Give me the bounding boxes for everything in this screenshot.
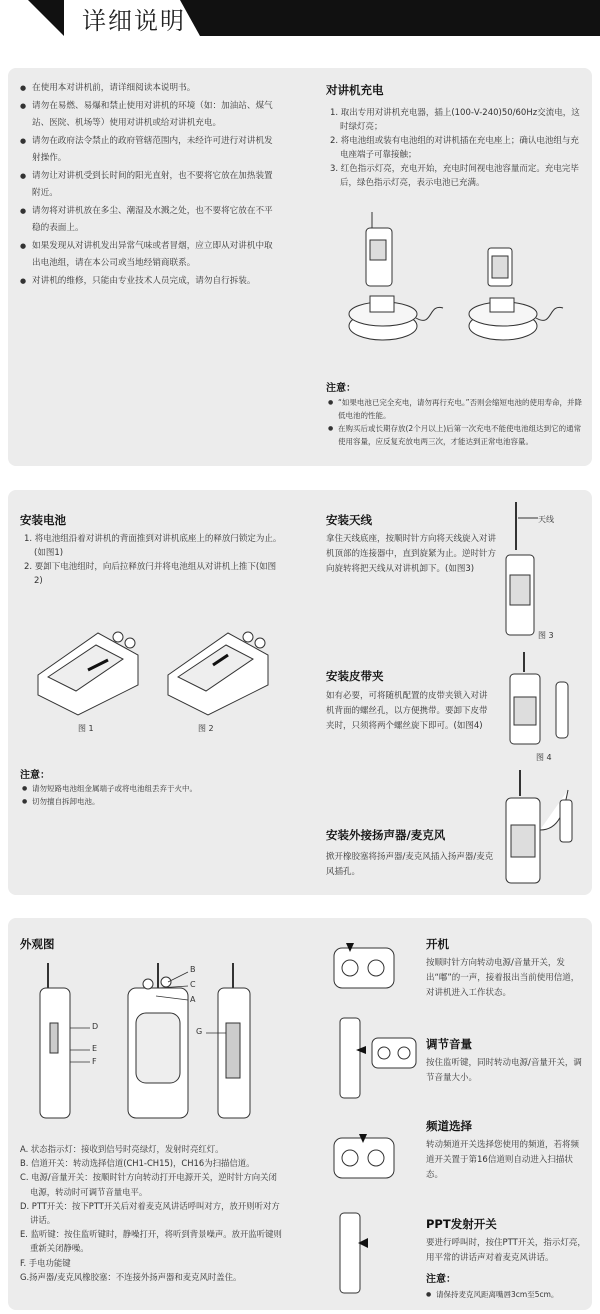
header-decoration <box>28 0 64 36</box>
safety-charging-panel <box>8 68 592 466</box>
list-item: ● “如果电池已完全充电，请勿再行充电。”否则会缩短电池的使用寿命，并降低电池的性能。 <box>328 396 583 422</box>
fig2-caption: 图 2 <box>198 724 214 733</box>
speaker-illustration <box>498 770 588 890</box>
label-B: B <box>190 965 196 974</box>
label-G: G <box>196 1027 203 1036</box>
list-item: B. 信道开关：转动选择信道(CH1-CH15)，CH16为扫描信道。 <box>20 1158 255 1169</box>
power-title: 开机 <box>426 937 449 951</box>
list-item: ● 请勿将对讲机放在多尘、潮湿及水溅之处，也不要将它放在不平稳的表面上。 <box>20 203 275 238</box>
battery-notes <box>22 782 282 808</box>
beltclip-title: 安装皮带夹 <box>326 669 384 683</box>
volume-text: 按住监听键，同时转动电源/音量开关，调节音量大小。 <box>426 1058 582 1083</box>
power-text: 按顺时针方向转动电源/音量开关，发出“嘟”的一声，接着报出当前使用信道，对讲机进入工作状态。 <box>426 958 580 998</box>
antenna-label: 天线 <box>538 515 554 524</box>
beltclip-text: 如有必要，可将随机配置的皮带夹锁入对讲机背面的螺丝孔，以方便携带。要卸下皮带夹时，只须将两个螺丝旋下即可。(如图4) <box>326 691 488 731</box>
channel-title: 频道选择 <box>426 1119 472 1133</box>
charging-notes <box>328 396 583 448</box>
header-black-band <box>200 0 600 36</box>
battery-steps <box>24 532 284 588</box>
list-item: ● 在购买后或长期存放(2个月以上)后第一次充电不能使电池组达到它的通常使用容量，应反复充放电两三次，才能达到正常电池容量。 <box>328 422 583 448</box>
ptt-text: 要进行呼叫时，按住PTT开关，指示灯亮，用平常的讲话声对着麦克风讲话。 <box>426 1238 586 1263</box>
list-item: ● 请保持麦克风距离嘴唇3cm至5cm。 <box>426 1288 586 1301</box>
antenna-text: 拿住天线底座，按顺时针方向将天线旋入对讲机顶部的连接器中，直到旋紧为止。逆时针方向旋转将把天线从对讲机卸下。(如图3) <box>326 534 497 574</box>
list-item: ● 请勿在政府法令禁止的政府管辖范围内，未经许可进行对讲机发射操作。 <box>20 133 275 168</box>
list-item: 2. 将电池组或装有电池组的对讲机插在充电座上；确认电池组与充电座端子可靠接触； <box>330 136 579 160</box>
list-item: 1. 取出专用对讲机充电器，插上(100-V-240)50/60Hz交流电，这时绿灯亮； <box>330 108 580 132</box>
charging-steps <box>330 106 580 190</box>
list-item: ● 请勿让对讲机受到长时间的阳光直射，也不要将它放在加热装置附近。 <box>20 168 275 203</box>
fig4-caption: 图 4 <box>536 753 552 762</box>
appearance-legend <box>20 1142 282 1284</box>
battery-title: 安装电池 <box>20 513 66 527</box>
label-E: E <box>92 1044 98 1053</box>
channel-text: 转动频道开关选择您使用的频道，若将频道开关置于第16信道则自动进入扫描状态。 <box>426 1140 580 1180</box>
ptt-note-title: 注意： <box>426 1274 456 1285</box>
speaker-title: 安装外接扬声器/麦克风 <box>326 828 446 842</box>
list-item: F. 手电功能键 <box>20 1257 71 1268</box>
appearance-panel <box>8 918 592 1310</box>
speaker-text: 掀开橡胶塞将扬声器/麦克风插入扬声器/麦克风插孔。 <box>326 852 494 877</box>
installation-panel <box>8 490 592 895</box>
list-item: C. 电源/音量开关：按顺时针方向转动打开电源开关，逆时针方向关闭电源，转动时可调节音量电平。 <box>20 1172 277 1197</box>
list-item: 3. 红色指示灯亮，充电开始，充电时间视电池容量而定。充电完毕后，绿色指示灯亮，表示电池已充满。 <box>330 164 579 188</box>
list-item: A. 状态指示灯：接收到信号时亮绿灯，发射时亮红灯。 <box>20 1144 224 1154</box>
label-C: C <box>190 980 196 989</box>
list-item: 1. 将电池组沿着对讲机的背面推到对讲机底座上的释放闩锁定为止。(如图1) <box>24 534 282 558</box>
label-D: D <box>92 1022 99 1031</box>
radio-front-side-illustration <box>28 958 268 1128</box>
volume-title: 调节音量 <box>426 1037 472 1051</box>
list-item: ● 对讲机的维修，只能由专业技术人员完成，请勿自行拆装。 <box>20 273 275 291</box>
beltclip-illustration <box>496 652 586 752</box>
label-A: A <box>190 995 196 1004</box>
list-item: G.扬声器/麦克风橡胶塞：不连接外扬声器和麦克风时盖住。 <box>20 1271 242 1282</box>
list-item: E. 监听键：按住监听键时，静噪打开，将听到背景噪声。放开监听键则重新关闭静噪。 <box>20 1229 282 1254</box>
list-item: ● 如果发现从对讲机发出异常气味或者冒烟，应立即从对讲机中取出电池组，请在本公司或当地经销商联系。 <box>20 238 275 273</box>
operation-illustrations <box>326 938 421 1298</box>
list-item: ● 请勿短路电池组金属端子或将电池组丢弃于火中。 <box>22 782 282 795</box>
list-item: ● 在使用本对讲机前，请详细阅读本说明书。 <box>20 80 275 98</box>
list-item: ● 请勿在易燃、易爆和禁止使用对讲机的环境（如：加油站、煤气站、医院、机场等）使用对讲机或给对讲机充电。 <box>20 98 275 133</box>
charger-illustration <box>338 208 588 358</box>
ptt-notes <box>426 1288 586 1301</box>
battery-note-title: 注意： <box>20 770 50 781</box>
charging-note-title: 注意： <box>326 383 356 394</box>
label-F: F <box>92 1057 97 1066</box>
list-item: D. PTT开关：按下PTT开关后对着麦克风讲话呼叫对方，放开则听对方讲话。 <box>20 1200 280 1226</box>
fig1-caption: 图 1 <box>78 724 94 733</box>
fig3-caption: 图 3 <box>538 631 554 640</box>
ptt-title: PPT发射开关 <box>426 1217 497 1231</box>
page-title: 详细说明 <box>82 7 186 35</box>
battery-illustration <box>28 615 288 725</box>
safety-list <box>20 80 275 290</box>
charging-title: 对讲机充电 <box>326 83 384 97</box>
appearance-title: 外观图 <box>20 937 55 951</box>
antenna-title: 安装天线 <box>326 513 372 527</box>
list-item: 2. 要卸下电池组时，向后拉释放闩并将电池组从对讲机上推下(如图2) <box>24 562 277 586</box>
list-item: ● 切勿擅自拆卸电池。 <box>22 795 282 808</box>
